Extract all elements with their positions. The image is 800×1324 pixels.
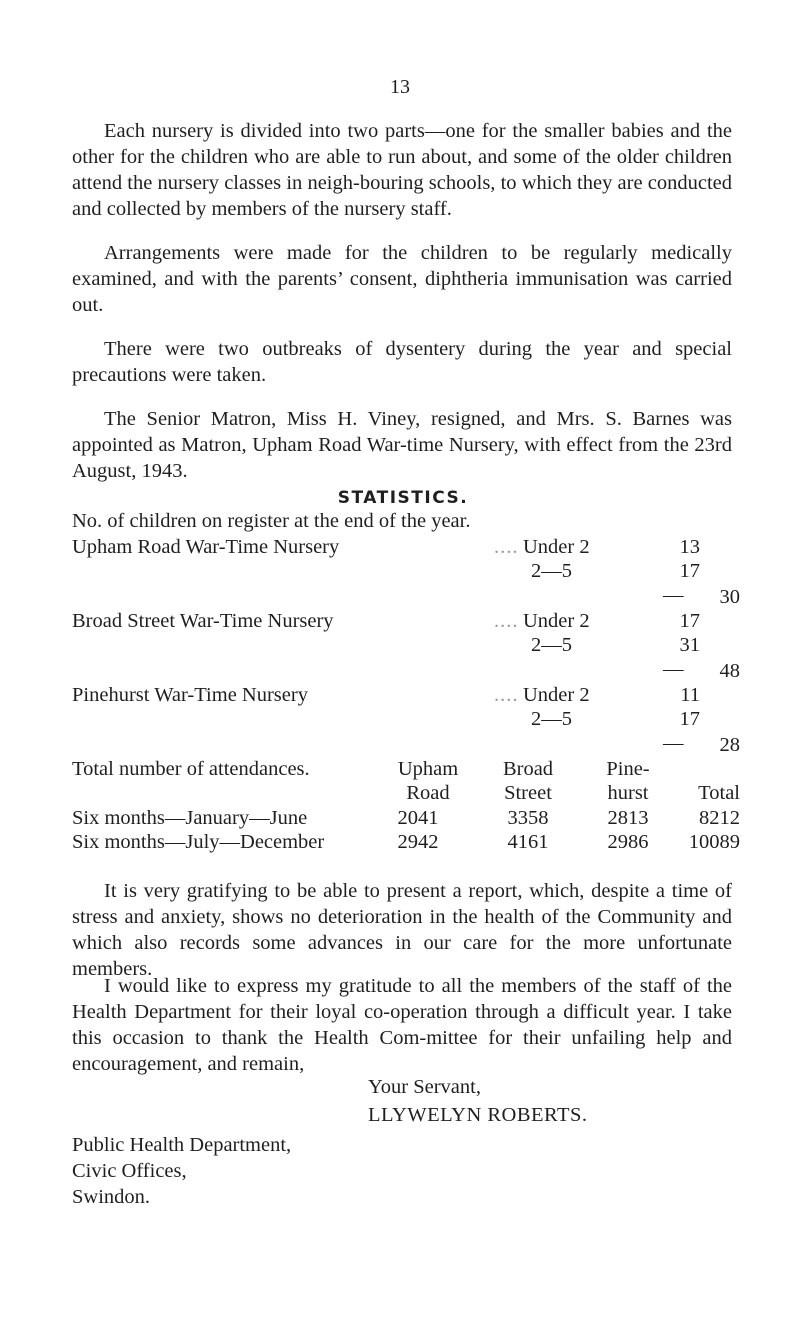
attendance-title: Total number of attendances. bbox=[72, 758, 310, 780]
paragraph-gratifying-report: It is very gratifying to be able to present a report, which, despite a time of stress and anxiety, shows no deterioration in the health of the Community and which also records some advances in our care for the more unfortunate members. bbox=[72, 880, 732, 980]
age-group: Under 2 bbox=[523, 610, 590, 632]
address-line: Public Health Department, bbox=[72, 1134, 292, 1156]
column-header: Upham bbox=[397, 758, 459, 780]
column-header: Pine- bbox=[606, 758, 650, 780]
table-cell: 2813 bbox=[607, 807, 649, 829]
paragraph-medical-examination: Arrangements were made for the children to be regularly medically examined, and with the parents’ consent, diphtheria immunisation was carried out. bbox=[72, 242, 732, 316]
table-cell: 2986 bbox=[607, 831, 649, 853]
register-title: No. of children on register at the end of the year. bbox=[72, 510, 471, 532]
leader-dots: .... bbox=[494, 684, 519, 706]
column-header: Total bbox=[698, 782, 740, 804]
statistics-heading: STATISTICS. bbox=[337, 488, 469, 508]
count-cell: 13 bbox=[679, 536, 700, 558]
subtotal-dash: — bbox=[663, 658, 684, 680]
signatory-name: LLYWELYN ROBERTS. bbox=[368, 1104, 588, 1126]
salutation: Your Servant, bbox=[368, 1076, 481, 1098]
count-cell: 11 bbox=[680, 684, 700, 706]
count-cell: 17 bbox=[679, 560, 700, 582]
subtotal-dash: — bbox=[663, 584, 684, 606]
age-group: 2—5 bbox=[531, 634, 572, 656]
count-cell: 17 bbox=[679, 708, 700, 730]
leader-dots: .... bbox=[494, 536, 519, 558]
paragraph-gratitude: I would like to express my gratitude to all the members of the staff of the Health Department for their loyal co-operation through a difficult year. I take this occasion to thank the Health Com-mittee for their unfailing help and encouragement, and remain, bbox=[72, 975, 732, 1075]
age-group: Under 2 bbox=[523, 684, 590, 706]
row-label: Six months—July—December bbox=[72, 831, 325, 853]
paragraph-nursery-division: Each nursery is divided into two parts—one for the smaller babies and the other for the children who are able to run about, and some of the older children attend the nursery classes in neigh-bouring schools, to which they are conducted and collected by members of the nursery staff. bbox=[72, 120, 732, 220]
age-group: 2—5 bbox=[531, 560, 572, 582]
table-cell: 2942 bbox=[397, 831, 439, 853]
table-cell: 4161 bbox=[507, 831, 549, 853]
subtotal-dash: — bbox=[663, 732, 684, 754]
nursery-name: Broad Street War-Time Nursery bbox=[72, 610, 334, 632]
count-cell: 17 bbox=[679, 610, 700, 632]
age-group: Under 2 bbox=[523, 536, 590, 558]
nursery-name: Pinehurst War-Time Nursery bbox=[72, 684, 308, 706]
address-line: Swindon. bbox=[72, 1186, 151, 1208]
table-cell: 3358 bbox=[507, 807, 549, 829]
paragraph-matron: The Senior Matron, Miss H. Viney, resigned, and Mrs. S. Barnes was appointed as Matron, Upham Road War-time Nursery, with effect from the 23rd August, 1943. bbox=[72, 408, 732, 482]
nursery-total: 48 bbox=[719, 660, 740, 682]
paragraph-dysentery: There were two outbreaks of dysentery during the year and special precautions were taken. bbox=[72, 338, 732, 386]
count-cell: 31 bbox=[679, 634, 700, 656]
column-header: Road bbox=[406, 782, 450, 804]
page-number: 13 bbox=[390, 76, 410, 98]
leader-dots: .... bbox=[494, 610, 519, 632]
nursery-total: 28 bbox=[719, 734, 740, 756]
table-cell: 8212 bbox=[699, 807, 740, 829]
column-header: Broad bbox=[502, 758, 554, 780]
column-header: hurst bbox=[607, 782, 649, 804]
nursery-name: Upham Road War-Time Nursery bbox=[72, 536, 340, 558]
column-header: Street bbox=[504, 782, 552, 804]
address-line: Civic Offices, bbox=[72, 1160, 187, 1182]
table-cell: 2041 bbox=[397, 807, 439, 829]
age-group: 2—5 bbox=[531, 708, 572, 730]
nursery-total: 30 bbox=[719, 586, 740, 608]
address-block bbox=[72, 1132, 291, 1210]
row-label: Six months—January—June bbox=[72, 807, 308, 829]
table-cell: 10089 bbox=[688, 831, 740, 853]
